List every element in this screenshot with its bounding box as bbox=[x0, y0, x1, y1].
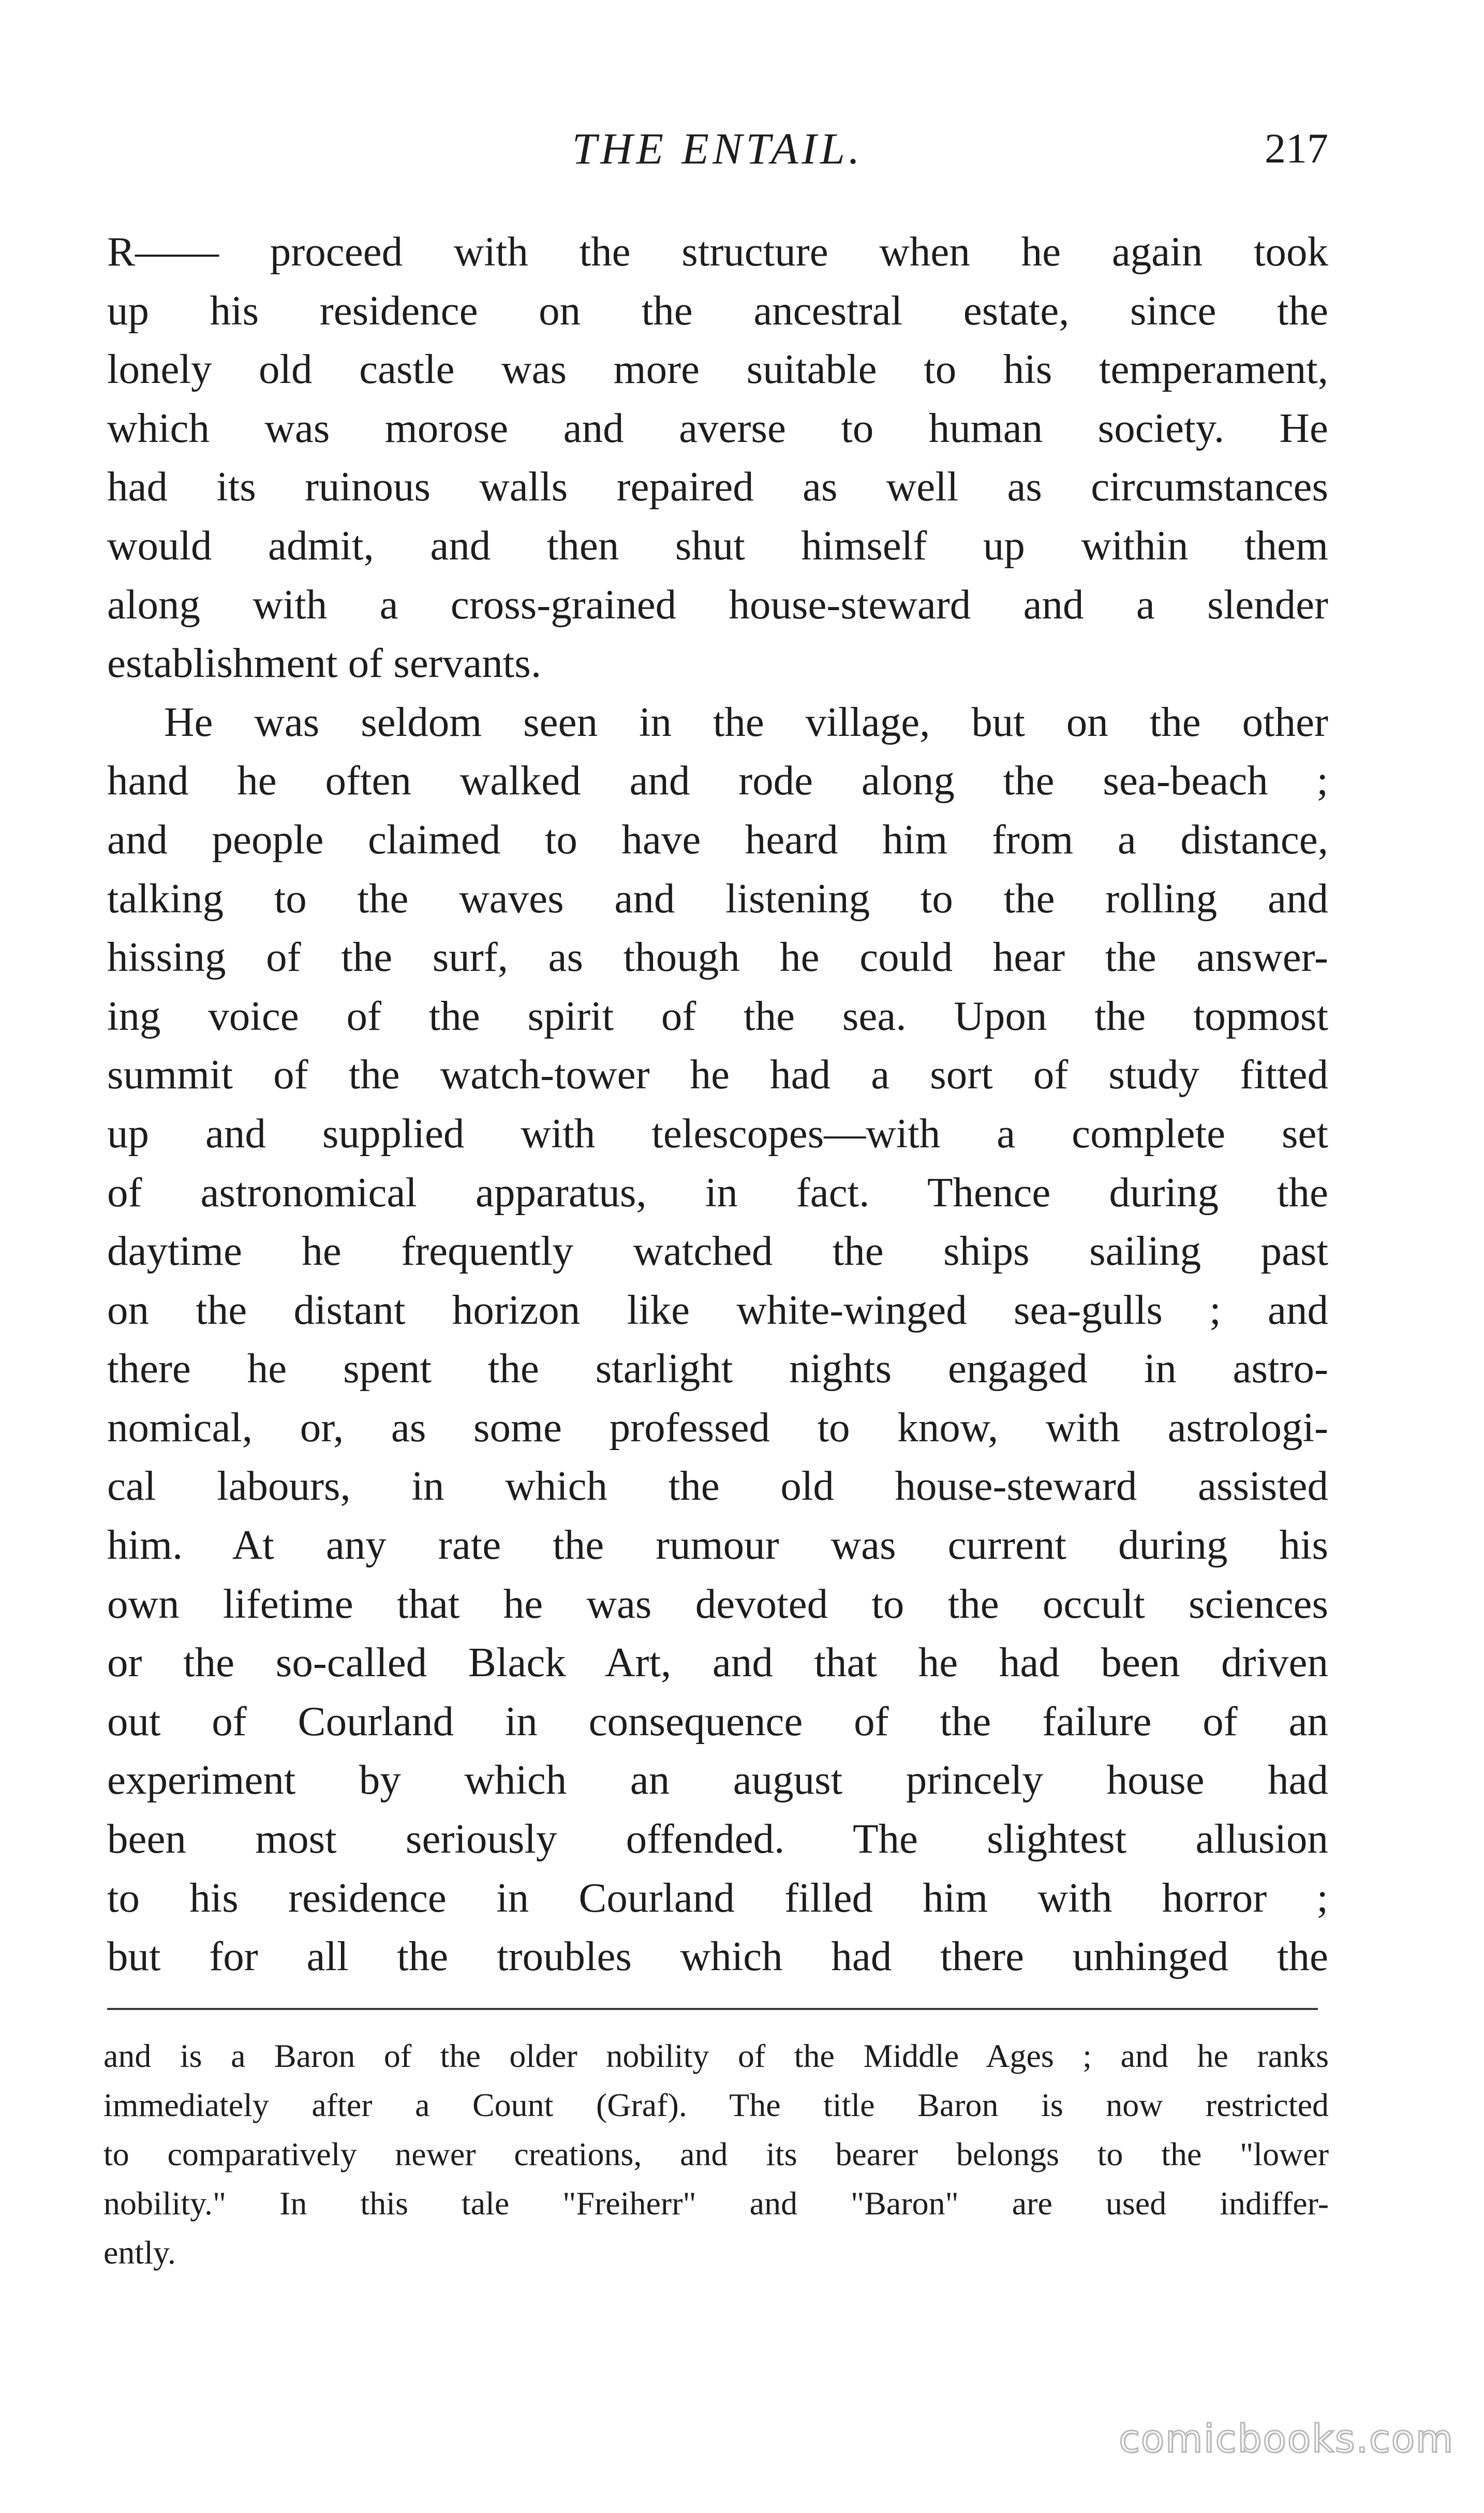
paragraph bbox=[107, 693, 1328, 1986]
footnote-line: ently. bbox=[103, 2234, 176, 2271]
text-line: along with a cross-grained house-steward and a slender bbox=[107, 581, 1328, 628]
text-line: of astronomical apparatus, in fact. Thence during the bbox=[107, 1169, 1328, 1216]
text-line: up his residence on the ancestral estate, since the bbox=[107, 287, 1328, 334]
text-line: lonely old castle was more suitable to his temperament, bbox=[107, 346, 1328, 393]
text-line: own lifetime that he was devoted to the occult sciences bbox=[107, 1580, 1328, 1627]
text-line: R—— proceed with the structure when he again took bbox=[107, 228, 1328, 275]
footnote-line: to comparatively newer creations, and its bearer belongs to the "lower bbox=[103, 2136, 1329, 2172]
footnote-line: and is a Baron of the older nobility of the Middle Ages ; and he ranks bbox=[103, 2037, 1329, 2074]
text-line: nomical, or, as some professed to know, with astrologi- bbox=[107, 1403, 1328, 1451]
text-line: out of Courland in consequence of the failure of an bbox=[107, 1697, 1328, 1745]
footnote-divider bbox=[107, 2008, 1318, 2010]
text-line: to his residence in Courland filled him with horror ; bbox=[107, 1874, 1328, 1921]
text-line: him. At any rate the rumour was current during his bbox=[107, 1521, 1328, 1569]
text-line: been most seriously offended. The slightest allusion bbox=[107, 1815, 1328, 1862]
footnote-line: immediately after a Count (Graf). The title Baron is now restricted bbox=[103, 2087, 1329, 2123]
text-line: hissing of the surf, as though he could hear the answer- bbox=[107, 934, 1328, 981]
footnote-line: nobility." In this tale "Freiherr" and "Baron" are used indiffer- bbox=[103, 2185, 1329, 2222]
text-line: and people claimed to have heard him from a distance, bbox=[107, 816, 1328, 863]
text-line: He was seldom seen in the village, but on the other bbox=[164, 698, 1328, 745]
text-line: up and supplied with telescopes—with a complete set bbox=[107, 1110, 1328, 1157]
text-line: had its ruinous walls repaired as well as circumstances bbox=[107, 463, 1328, 510]
text-line: summit of the watch-tower he had a sort of study fitted bbox=[107, 1051, 1328, 1098]
text-line: cal labours, in which the old house-steward assisted bbox=[107, 1462, 1328, 1510]
running-head bbox=[107, 120, 1328, 177]
text-line: talking to the waves and listening to the rolling and bbox=[107, 875, 1328, 922]
text-line: on the distant horizon like white-winged sea-gulls ; and bbox=[107, 1286, 1328, 1333]
text-line: hand he often walked and rode along the sea-beach ; bbox=[107, 757, 1328, 804]
paragraph bbox=[107, 223, 1328, 693]
watermark: comicbooks.com bbox=[1119, 2417, 1454, 2461]
text-line: or the so-called Black Art, and that he had been driven bbox=[107, 1639, 1328, 1686]
text-line: experiment by which an august princely house had bbox=[107, 1756, 1328, 1804]
text-line: would admit, and then shut himself up within them bbox=[107, 522, 1328, 569]
body-text bbox=[107, 223, 1328, 1986]
footnote bbox=[103, 2031, 1329, 2277]
page-number: 217 bbox=[1265, 125, 1328, 172]
text-line: there he spent the starlight nights engaged in astro- bbox=[107, 1345, 1328, 1392]
text-line: establishment of servants. bbox=[107, 640, 542, 687]
text-line: but for all the troubles which had there unhinged the bbox=[107, 1933, 1328, 1980]
running-title: THE ENTAIL. bbox=[572, 124, 864, 173]
text-line: ing voice of the spirit of the sea. Upon the topmost bbox=[107, 992, 1328, 1039]
text-line: which was morose and averse to human society. He bbox=[107, 404, 1328, 451]
text-line: daytime he frequently watched the ships sailing past bbox=[107, 1228, 1328, 1275]
